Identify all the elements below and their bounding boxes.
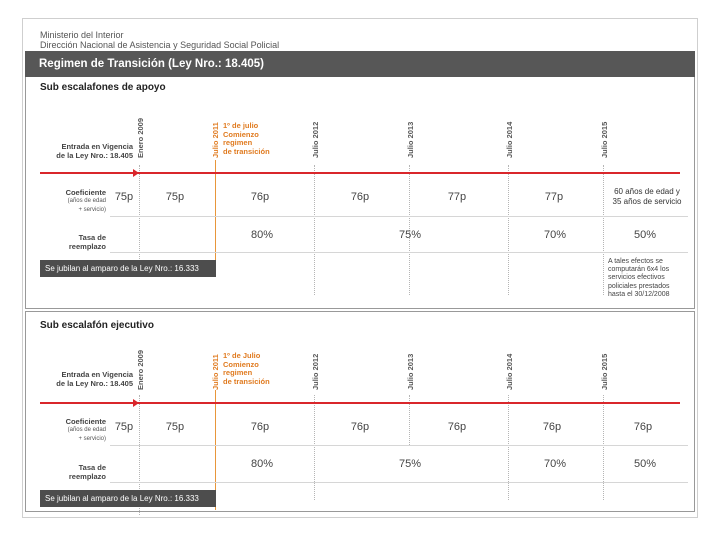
page-title: Regimen de Transición (Ley Nro.: 18.405) [25, 51, 695, 77]
timeline-guide-julio-2014 [508, 165, 509, 295]
date-label-julio-2014: Julio 2014 [505, 121, 514, 158]
transition-start-label: 1º de Julio Comienzo regimen de transición [223, 351, 270, 386]
date-label-julio-2015: Julio 2015 [600, 353, 609, 390]
entrada-vigencia-label: Entrada en Vigencia de la Ley Nro.: 18.405 [56, 370, 133, 388]
date-label-julio-2012: Julio 2012 [311, 353, 320, 390]
date-label-enero-2009: Enero 2009 [136, 117, 145, 158]
coef-value: 75p [165, 191, 185, 203]
coef-value: 75p [165, 421, 185, 433]
section-title-ejecutivo: Sub escalafón ejecutivo [40, 320, 154, 331]
ministry-line-1: Ministerio del Interior [40, 30, 124, 40]
coef-value: 76p [350, 421, 370, 433]
row-divider [110, 252, 688, 253]
ministry-header [40, 30, 279, 50]
coef-value: 76p [250, 191, 270, 203]
coef-value: 75p [114, 191, 134, 203]
coef-value: 76p [542, 421, 562, 433]
coef-value: 77p [447, 191, 467, 203]
date-label-enero-2009: Enero 2009 [136, 349, 145, 390]
coeficiente-label: Coeficiente (años de edad + servicio) [65, 188, 106, 213]
section-title-apoyo: Sub escalafones de apoyo [40, 82, 166, 93]
timeline-arrow-icon [133, 169, 139, 177]
tasa-value: 50% [633, 229, 657, 241]
coef-value: 76p [350, 191, 370, 203]
row-divider [110, 482, 688, 483]
computation-note: A tales efectos se computarán 6x4 los servicios efectivos policiales prestados hasta el 30/12/2008 [608, 258, 670, 298]
row-divider [110, 216, 688, 217]
date-label-julio-2014: Julio 2014 [505, 353, 514, 390]
transition-start-label: 1º de julio Comienzo regimen de transición [223, 121, 270, 156]
tasa-value: 75% [398, 229, 422, 241]
row-divider [110, 445, 688, 446]
ley-16333-bar: Se jubilan al amparo de la Ley Nro.: 16.333 [40, 490, 216, 507]
tasa-reemplazo-label: Tasa de reemplazo [68, 233, 106, 251]
coef-value: 75p [114, 421, 134, 433]
entrada-vigencia-label: Entrada en Vigencia de la Ley Nro.: 18.405 [56, 142, 133, 160]
ministry-line-2: Dirección Nacional de Asistencia y Seguridad Social Policial [40, 40, 280, 50]
coef-value: 76p [633, 421, 653, 433]
tasa-value: 80% [250, 458, 274, 470]
ley-16333-bar: Se jubilan al amparo de la Ley Nro.: 16.333 [40, 260, 216, 277]
date-label-julio-2013: Julio 2013 [406, 121, 415, 158]
coef-value: 76p [447, 421, 467, 433]
tasa-reemplazo-label: Tasa de reemplazo [68, 463, 106, 481]
coef-value: 76p [250, 421, 270, 433]
age-service-note: 60 años de edad y 35 años de servicio [612, 187, 682, 206]
tasa-value: 70% [543, 458, 567, 470]
tasa-value: 75% [398, 458, 422, 470]
date-label-julio-2015: Julio 2015 [600, 121, 609, 158]
coeficiente-label: Coeficiente (años de edad + servicio) [65, 417, 106, 442]
timeline-guide-julio-2015 [603, 395, 604, 500]
tasa-value: 50% [633, 458, 657, 470]
date-label-julio-2012: Julio 2012 [311, 121, 320, 158]
tasa-value: 70% [543, 229, 567, 241]
coef-value: 77p [544, 191, 564, 203]
tasa-value: 80% [250, 229, 274, 241]
timeline-guide-julio-2012 [314, 395, 315, 500]
date-label-julio-2011: Julio 2011 [211, 122, 220, 158]
timeline-guide-julio-2014 [508, 395, 509, 500]
timeline-arrow-icon [133, 399, 139, 407]
date-label-julio-2011: Julio 2011 [211, 354, 220, 390]
date-label-julio-2013: Julio 2013 [406, 353, 415, 390]
timeline-guide-julio-2012 [314, 165, 315, 295]
timeline-guide-julio-2015 [603, 165, 604, 295]
